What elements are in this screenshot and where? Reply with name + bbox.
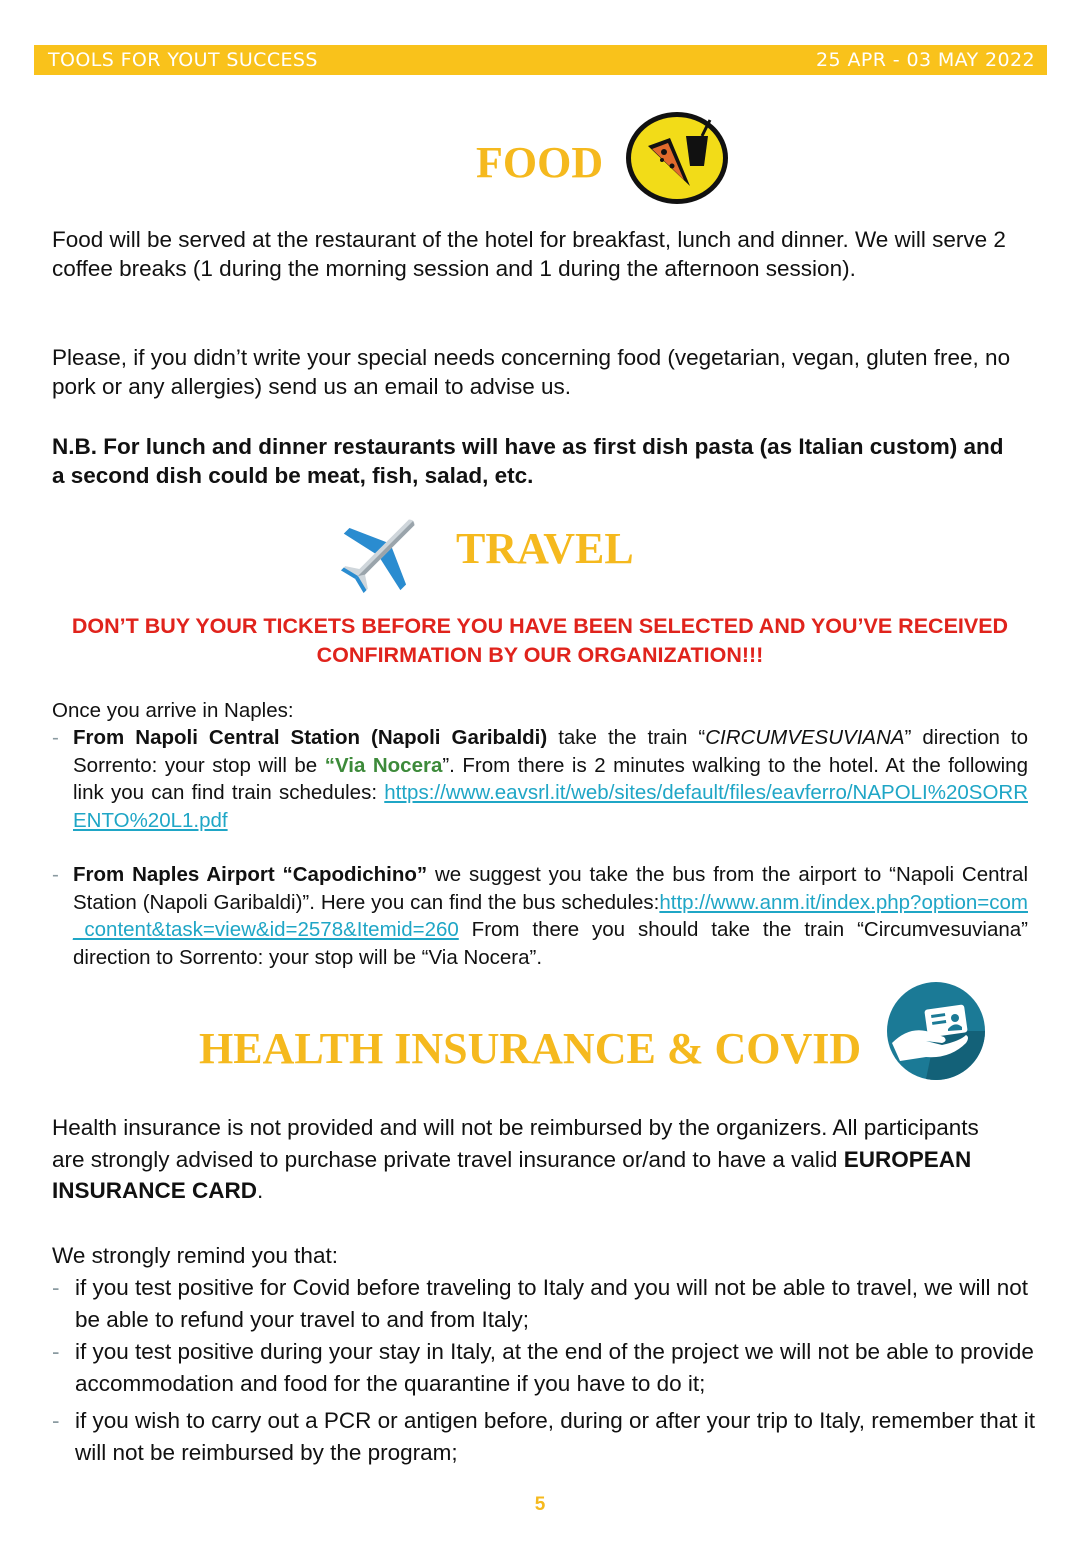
food-heading: FOOD xyxy=(476,138,604,187)
train-schedule-link[interactable]: https://www.eavsrl.it/web/sites/default/files/eavferro/NAPOLI%20SORRENTO%20L1.pdf xyxy=(73,781,1028,832)
covid-item-text: if you wish to carry out a PCR or antigen before, during or after your trip to Italy, remember that it will not be reimbursed by the program; xyxy=(75,1408,1036,1465)
page-number: 5 xyxy=(534,1494,546,1515)
header-title: TOOLS FOR YOUT SUCCESS xyxy=(48,49,318,71)
list-item xyxy=(52,1405,1042,1468)
travel-intro: Once you arrive in Naples: xyxy=(52,699,294,722)
bus-schedule-link[interactable]: http://www.anm.it/index.php?option=com_content&task=view&id=2578&Itemid=260 xyxy=(73,890,1028,941)
covid-item-text: if you test positive for Covid before traveling to Italy and you will not be able to travel, we will not be able to refund your travel to and from Italy; xyxy=(75,1275,1028,1332)
covid-remind: We strongly remind you that: xyxy=(52,1243,338,1268)
item-text: ”. From there is 2 minutes walking to the hotel. At the following link you can find train schedules: xyxy=(73,753,1028,804)
item-text: take the train “ xyxy=(547,726,706,749)
list-dash: - xyxy=(52,1339,60,1364)
header-dates: 25 APR - 03 MAY 2022 xyxy=(816,49,1035,71)
health-paragraph xyxy=(52,1112,1012,1207)
station-name: From Napoli Central Station (Napoli Garibaldi) xyxy=(73,726,548,749)
health-text: Health insurance is not provided and will not be reimbursed by the organizers. All participants are strongly advised to purchase private travel insurance or/and to have a valid xyxy=(52,1115,979,1172)
list-item xyxy=(52,724,1028,834)
header-bar xyxy=(34,45,1047,75)
pizza-drink-icon xyxy=(624,110,730,206)
item-text: we suggest you take the bus from the airport to “Napoli Central Station (Napoli Garibaldi)”. Here you can find the bus schedules: xyxy=(73,863,1028,914)
travel-heading: TRAVEL xyxy=(456,524,634,573)
covid-item-text: if you test positive during your stay in Italy, at the end of the project we will not be able to provide accommodation and food for the quarantine if you have to do it; xyxy=(75,1339,1034,1396)
ticket-warning: DON’T BUY YOUR TICKETS BEFORE YOU HAVE BEEN SELECTED AND YOU’VE RECEIVED CONFIRMATION BY OUR ORGANIZATION!!! xyxy=(71,614,1009,667)
airport-name: From Naples Airport “Capodichino” xyxy=(73,863,428,886)
health-heading: HEALTH INSURANCE & COVID xyxy=(199,1024,862,1073)
airplane-icon xyxy=(336,506,428,598)
food-note-text: N.B. For lunch and dinner restaurants will have as first dish pasta (as Italian custom) and a second dish could be meat, fish, salad, etc. xyxy=(52,434,1004,488)
insurance-card-hand-icon xyxy=(886,981,986,1081)
train-name: CIRCUMVESUVIANA xyxy=(705,726,905,749)
list-item xyxy=(52,1272,1042,1335)
list-dash: - xyxy=(52,863,59,886)
item-text: ” direction to Sorrento: your stop will be xyxy=(73,726,1028,777)
food-note xyxy=(52,432,1012,490)
list-item xyxy=(52,1336,1042,1399)
food-paragraph-1: Food will be served at the restaurant of the hotel for breakfast, lunch and dinner. We will serve 2 coffee breaks (1 during the morning session and 1 during the afternoon session). xyxy=(52,227,1006,281)
list-item xyxy=(52,861,1028,971)
insurance-card-name: EUROPEAN INSURANCE CARD xyxy=(52,1146,972,1203)
stop-name: “Via Nocera xyxy=(324,753,443,777)
list-dash: - xyxy=(52,1275,60,1300)
food-paragraph-2: Please, if you didn’t write your special needs concerning food (vegetarian, vegan, gluten free, no pork or any allergies) send us an email to advise us. xyxy=(52,345,1011,399)
list-dash: - xyxy=(52,1408,60,1433)
item-text: From there you should take the train “Circumvesuviana” direction to Sorrento: your stop will be “Via Nocera”. xyxy=(73,918,1028,969)
health-text-end: . xyxy=(257,1178,264,1203)
list-dash: - xyxy=(52,726,59,749)
